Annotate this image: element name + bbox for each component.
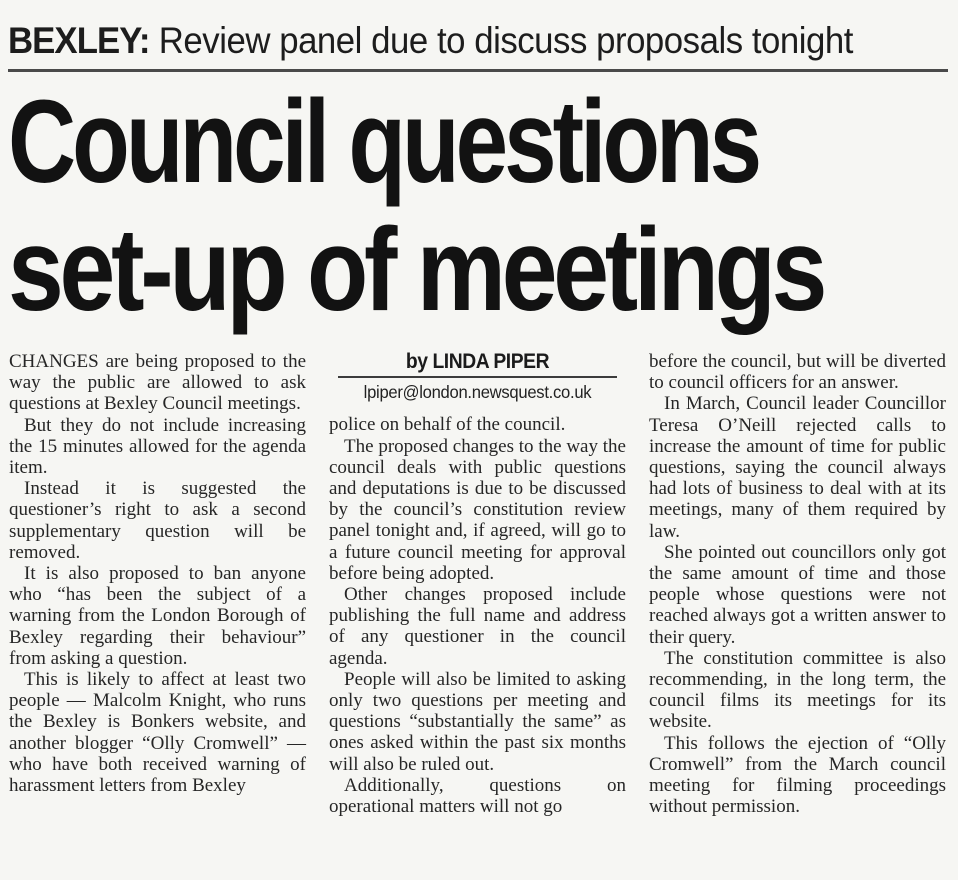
article-paragraph: Other changes proposed include publishing the full name and address of any questioner in the council agenda. bbox=[329, 584, 626, 669]
article-paragraph: before the council, but will be diverted to council officers for an answer. bbox=[649, 351, 946, 394]
kicker-rule bbox=[8, 69, 948, 72]
article-paragraph: It is also proposed to ban anyone who “has been the subject of a warning from the London Borough of Bexley regarding their behaviour” from asking a question. bbox=[9, 563, 306, 669]
article-paragraph: The constitution committee is also recommending, in the long term, the council films its meetings for its website. bbox=[649, 647, 946, 733]
headline-line-1: Council questions bbox=[8, 76, 759, 208]
article-paragraph: People will also be limited to asking only two questions per meeting and questions “substantially the same” as ones asked within the past six months will also be ruled out. bbox=[329, 668, 626, 775]
article-paragraph: police on behalf of the council. bbox=[329, 414, 566, 436]
byline-author: by LINDA PIPER bbox=[405, 350, 550, 373]
kicker-section-label: BEXLEY: bbox=[8, 20, 150, 61]
article-paragraph: CHANGES are being proposed to the way the public are allowed to ask questions at Bexley Council meetings. bbox=[9, 351, 306, 415]
article-paragraph: She pointed out councillors only got the same amount of time and those people whose questions were not reached always got a written answer to their query. bbox=[649, 541, 946, 648]
byline-rule bbox=[338, 376, 617, 378]
article-paragraph: Additionally, questions on operational matters will not go bbox=[329, 774, 626, 818]
byline-block bbox=[329, 351, 626, 403]
article-body bbox=[8, 351, 948, 817]
headline-line-2: set-up of meetings bbox=[8, 204, 824, 336]
article-column-2 bbox=[329, 351, 626, 817]
article-column-3 bbox=[649, 351, 946, 817]
article-paragraph: The proposed changes to the way the council deals with public questions and deputations is due to be discussed by the council’s constitution review panel tonight and, if agreed, will go to a future council meeting for approval before being adopted. bbox=[329, 435, 626, 584]
article-paragraph: In March, Council leader Councillor Teresa O’Neill rejected calls to increase the amount of time for public questions, saying the council always had lots of business to deal with at its meetings, many of them required by law. bbox=[649, 393, 946, 542]
kicker-text: Review panel due to discuss proposals tonight bbox=[149, 20, 853, 61]
article-column-1 bbox=[9, 351, 306, 817]
article-paragraph: This follows the ejection of “Olly Cromwell” from the March council meeting for filming proceedings without permission. bbox=[649, 732, 946, 818]
article-paragraph: Instead it is suggested the questioner’s right to ask a second supplementary question will be removed. bbox=[9, 478, 306, 563]
article-paragraph: But they do not include increasing the 15 minutes allowed for the agenda item. bbox=[9, 414, 306, 479]
byline-email: lpiper@london.newsquest.co.uk bbox=[363, 382, 592, 403]
article-headline bbox=[8, 78, 948, 334]
article-paragraph: This is likely to affect at least two people — Malcolm Knight, who runs the Bexley is Bonkers website, and another blogger “Olly Cromwell” — who have both received warning of harassment letters from Bexley bbox=[9, 669, 306, 797]
kicker-strap bbox=[8, 12, 892, 62]
